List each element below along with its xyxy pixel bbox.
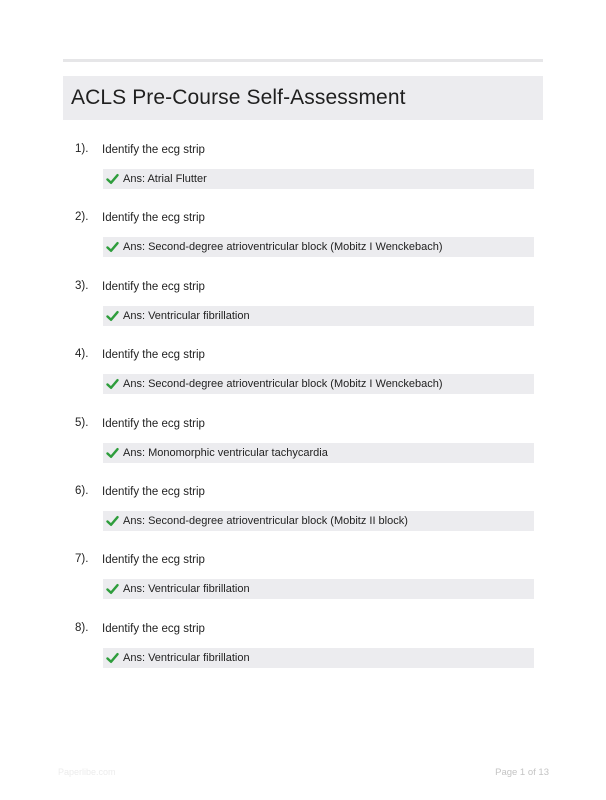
question-item	[0, 417, 606, 485]
question-item	[0, 143, 606, 211]
question-number: 6).	[75, 484, 89, 497]
answer-box	[103, 443, 534, 463]
question-number: 8).	[75, 621, 89, 634]
question-prompt: Identify the ecg strip	[102, 485, 205, 498]
answer-box	[103, 374, 534, 394]
check-icon	[106, 378, 119, 390]
question-number: 2).	[75, 211, 89, 224]
question-prompt: Identify the ecg strip	[102, 144, 205, 156]
answer-box	[103, 579, 534, 599]
answer-text: Ans: Atrial Flutter	[123, 173, 207, 185]
check-icon	[106, 310, 119, 322]
answer-box	[103, 169, 534, 189]
answer-box	[103, 648, 534, 668]
answer-text: Ans: Second-degree atrioventricular block (Mobitz II block)	[123, 514, 408, 527]
check-icon	[106, 515, 119, 527]
question-prompt: Identify the ecg strip	[102, 212, 205, 225]
question-number: 1).	[75, 143, 89, 155]
question-item	[0, 622, 606, 690]
answer-box	[103, 306, 534, 326]
answer-text: Ans: Monomorphic ventricular tachycardia	[123, 446, 328, 459]
question-item	[0, 485, 606, 553]
page-indicator: Page 1 of 13	[495, 767, 549, 778]
question-prompt: Identify the ecg strip	[102, 280, 205, 293]
question-number: 5).	[75, 416, 89, 429]
check-icon	[106, 652, 119, 664]
check-icon	[106, 447, 119, 459]
page-title: ACLS Pre-Course Self-Assessment	[71, 86, 406, 109]
top-divider	[63, 59, 543, 62]
title-banner	[63, 76, 543, 120]
answer-text: Ans: Ventricular fibrillation	[123, 651, 250, 664]
question-item	[0, 211, 606, 279]
question-item	[0, 280, 606, 348]
question-number: 4).	[75, 348, 89, 361]
answer-box	[103, 237, 534, 257]
question-number: 3).	[75, 279, 89, 292]
question-prompt: Identify the ecg strip	[102, 349, 205, 362]
check-icon	[106, 583, 119, 595]
question-prompt: Identify the ecg strip	[102, 554, 205, 567]
question-prompt: Identify the ecg strip	[102, 417, 205, 430]
check-icon	[106, 173, 119, 185]
footer-watermark: Paperlibe.com	[58, 767, 116, 777]
answer-text: Ans: Ventricular fibrillation	[123, 309, 250, 322]
answer-text: Ans: Ventricular fibrillation	[123, 583, 250, 596]
check-icon	[106, 241, 119, 253]
answer-text: Ans: Second-degree atrioventricular block (Mobitz I Wenckebach)	[123, 378, 443, 391]
answer-text: Ans: Second-degree atrioventricular block (Mobitz I Wenckebach)	[123, 241, 443, 254]
question-item	[0, 348, 606, 416]
question-number: 7).	[75, 553, 89, 566]
answer-box	[103, 511, 534, 531]
question-prompt: Identify the ecg strip	[102, 622, 205, 635]
question-item	[0, 553, 606, 621]
question-list	[0, 143, 606, 690]
